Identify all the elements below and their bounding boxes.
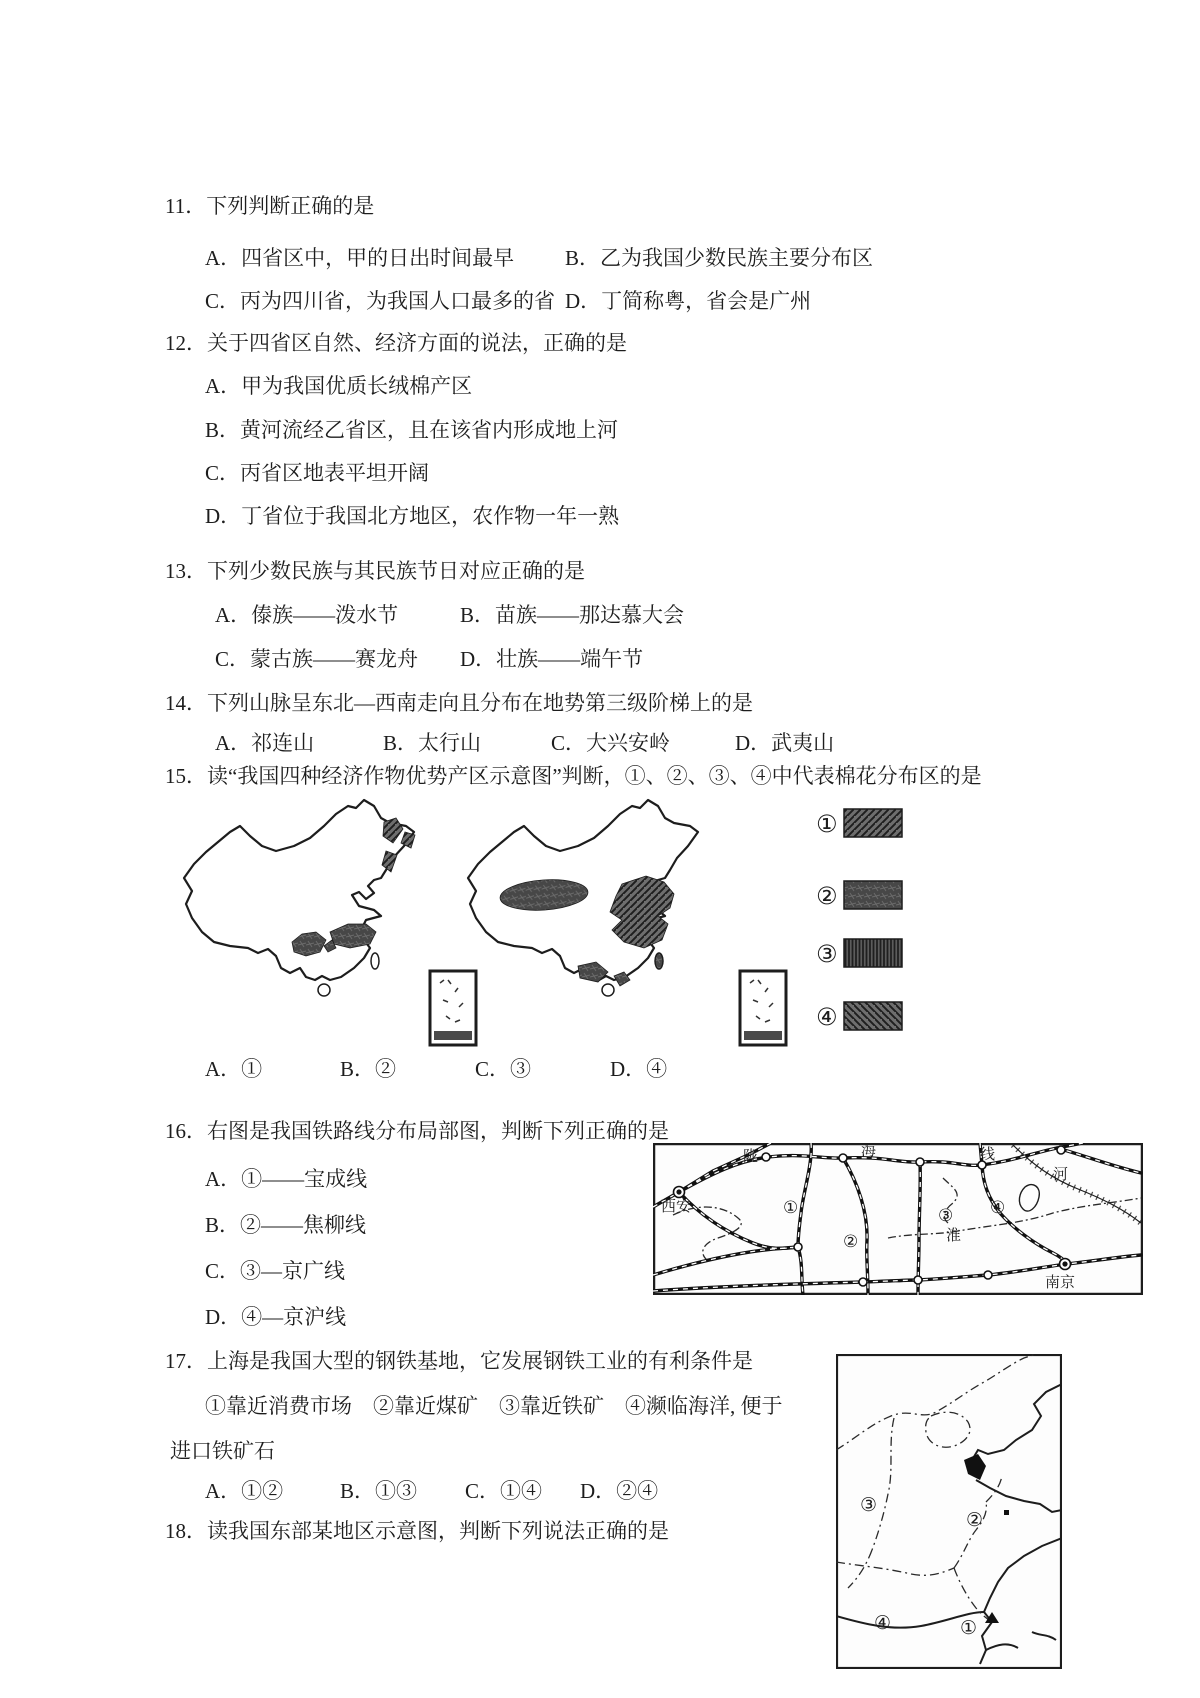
china-map-left [184,800,415,996]
q11-option-b: B．乙为我国少数民族主要分布区 [565,246,874,270]
q14-option-a: A．祁连山 [215,731,315,755]
label-xianline: 线 [980,1147,996,1163]
q16-railway-map [653,1143,1143,1295]
q13-option-b: B．苗族——那达慕大会 [460,603,685,627]
legend-item-2-label: ② [816,882,838,910]
legend-item-1-label: ① [816,810,838,838]
q12-title: 12．关于四省区自然、经济方面的说法，正确的是 [165,331,627,355]
label-line-2: ② [843,1232,859,1252]
q16-title: 16．右图是我国铁路线分布局部图，判断下列正确的是 [165,1119,669,1143]
q17-option-d: D．②④ [580,1479,659,1503]
q12-option-b: B．黄河流经乙省区，且在该省内形成地上河 [205,418,619,442]
q16-option-a: A．①——宝成线 [205,1167,368,1191]
label-nanjing: 南京 [1045,1275,1076,1291]
sea-inset-left [430,971,476,1045]
sea-inset-right [740,971,786,1045]
q17-option-c: C．①④ [465,1479,543,1503]
q15-title: 15．读“我国四种经济作物优势产区示意图”判断，①、②、③、④中代表棉花分布区的是 [165,764,982,788]
label-he: 河 [1053,1167,1069,1183]
legend-swatch-4 [844,1002,902,1030]
q13-option-d: D．壮族——端午节 [460,647,644,671]
label-line-4: ④ [990,1198,1006,1218]
label-hai: 海 [861,1143,877,1159]
legend-item-3-label: ③ [816,940,838,968]
q16-option-d: D．④—京沪线 [205,1305,347,1329]
label-xian: 西安 [661,1199,692,1215]
q17-continuation: 进口铁矿石 [170,1439,275,1463]
legend-swatch-3 [844,939,902,967]
q14-option-c: C．大兴安岭 [551,731,671,755]
q15-option-d: D．④ [610,1057,668,1081]
region-1-label: ① [960,1617,978,1639]
label-huai: 淮 [946,1228,962,1244]
label-long: 陇 [743,1149,759,1165]
q14-option-b: B．太行山 [383,731,482,755]
q12-option-c: C．丙省区地表平坦开阔 [205,461,430,485]
q11-title: 11．下列判断正确的是 [165,194,375,218]
region-4-label: ④ [874,1612,892,1634]
legend-swatch-1 [844,809,902,837]
q17-title: 17．上海是我国大型的钢铁基地，它发展钢铁工业的有利条件是 [165,1349,753,1373]
hainan-island [318,984,330,996]
crops-legend [816,809,902,1031]
region-3-label: ③ [860,1494,878,1516]
q14-title: 14．下列山脉呈东北—西南走向且分布在地势第三级阶梯上的是 [165,691,753,715]
q11-option-a: A．四省区中，甲的日出时间最早 [205,246,515,270]
q15-option-c: C．③ [475,1057,532,1081]
q13-option-a: A．傣族——泼水节 [215,603,399,627]
legend-item-4-label: ④ [816,1003,838,1031]
q15-option-b: B．② [340,1057,397,1081]
q13-title: 13．下列少数民族与其民族节日对应正确的是 [165,559,585,583]
q11-option-d: D．丁简称粤，省会是广州 [565,289,812,313]
q17-option-a: A．①② [205,1479,284,1503]
q14-option-d: D．武夷山 [735,731,835,755]
q16-option-b: B．②——焦柳线 [205,1213,367,1237]
q11-option-c: C．丙为四川省，为我国人口最多的省 [205,289,556,313]
legend-swatch-2 [844,881,902,909]
q12-option-a: A．甲为我国优质长绒棉产区 [205,374,473,398]
small-city-dot [1004,1510,1009,1515]
q13-option-c: C．蒙古族——赛龙舟 [215,647,419,671]
q18-title: 18．读我国东部某地区示意图，判断下列说法正确的是 [165,1519,669,1543]
q17-items: ①靠近消费市场 ②靠近煤矿 ③靠近铁矿 ④濒临海洋, 便于 [205,1394,783,1418]
region-2-label: ② [966,1509,984,1531]
q15-crops-figure [168,788,908,1050]
china-map-right [468,800,698,996]
label-line-1: ① [783,1198,799,1218]
hainan-island [602,984,614,996]
q12-option-d: D．丁省位于我国北方地区，农作物一年一熟 [205,504,620,528]
q16-option-c: C．③—京广线 [205,1259,346,1283]
q15-option-a: A．① [205,1057,263,1081]
q18-region-map [836,1354,1062,1669]
taiwan-island [371,953,379,969]
q17-option-b: B．①③ [340,1479,418,1503]
label-line-3: ③ [938,1206,954,1226]
taiwan-island [655,953,663,969]
